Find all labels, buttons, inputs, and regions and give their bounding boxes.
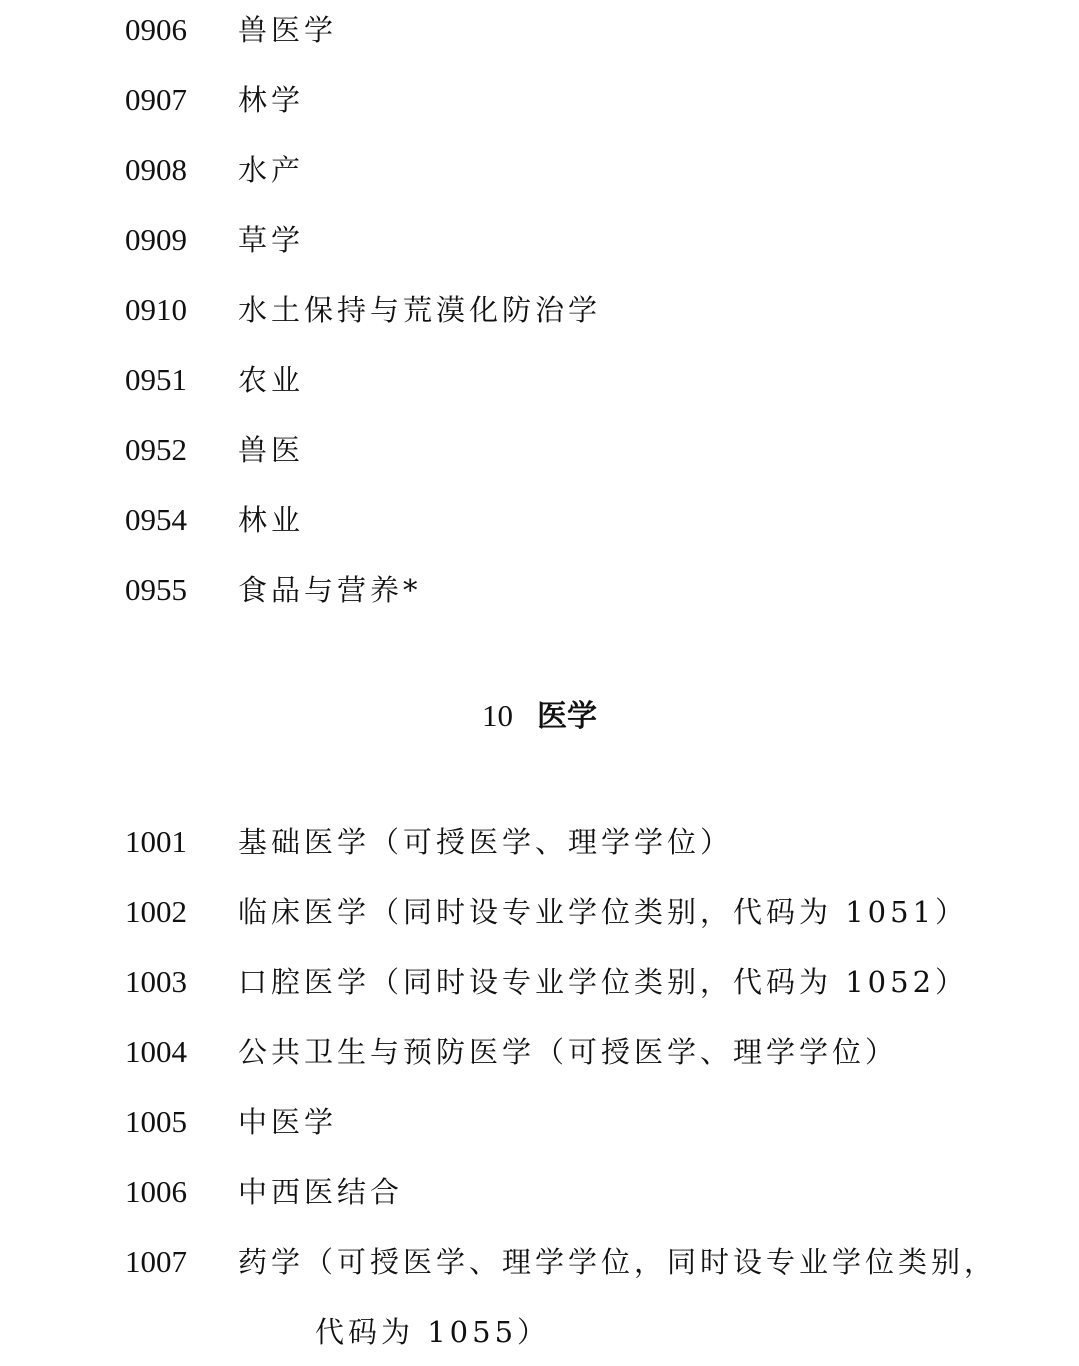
discipline-code: 0951 [125,362,187,397]
discipline-name: 食品与营养* [238,573,422,607]
discipline-code: 1005 [125,1104,187,1139]
discipline-name: 水产 [238,153,305,187]
discipline-name: 林业 [238,503,305,537]
discipline-code: 1007 [125,1244,187,1279]
discipline-name: 中西医结合 [238,1175,404,1209]
discipline-code: 0954 [125,502,187,537]
discipline-name-continuation: 代码为 1055） [315,1315,551,1349]
discipline-code: 0955 [125,572,187,607]
discipline-code: 1006 [125,1174,187,1209]
discipline-code: 1003 [125,964,187,999]
discipline-code: 1001 [125,824,187,859]
discipline-code: 0908 [125,152,187,187]
discipline-name: 公共卫生与预防医学（可授医学、理学学位） [238,1035,899,1069]
discipline-name: 林学 [238,83,305,117]
discipline-name: 兽医 [238,433,305,467]
discipline-name: 中医学 [238,1105,338,1139]
section-title: 医学 [537,699,597,734]
discipline-name: 兽医学 [238,13,338,47]
discipline-name: 口腔医学（同时设专业学位类别，代码为 1052） [238,965,969,999]
discipline-name: 临床医学（同时设专业学位类别，代码为 1051） [238,895,969,929]
discipline-code: 0952 [125,432,187,467]
discipline-name: 农业 [238,363,305,397]
discipline-name: 基础医学（可授医学、理学学位） [238,825,734,859]
discipline-name: 水土保持与荒漠化防治学 [238,293,602,327]
section-number: 10 [482,698,513,733]
discipline-name: 草学 [238,223,305,257]
discipline-code: 0909 [125,222,187,257]
discipline-code: 0910 [125,292,187,327]
discipline-name: 药学（可授医学、理学学位，同时设专业学位类别， [238,1245,998,1279]
discipline-code: 0907 [125,82,187,117]
discipline-code: 1004 [125,1034,187,1069]
section-heading [0,696,1079,736]
discipline-code: 0906 [125,12,187,47]
discipline-code: 1002 [125,894,187,929]
